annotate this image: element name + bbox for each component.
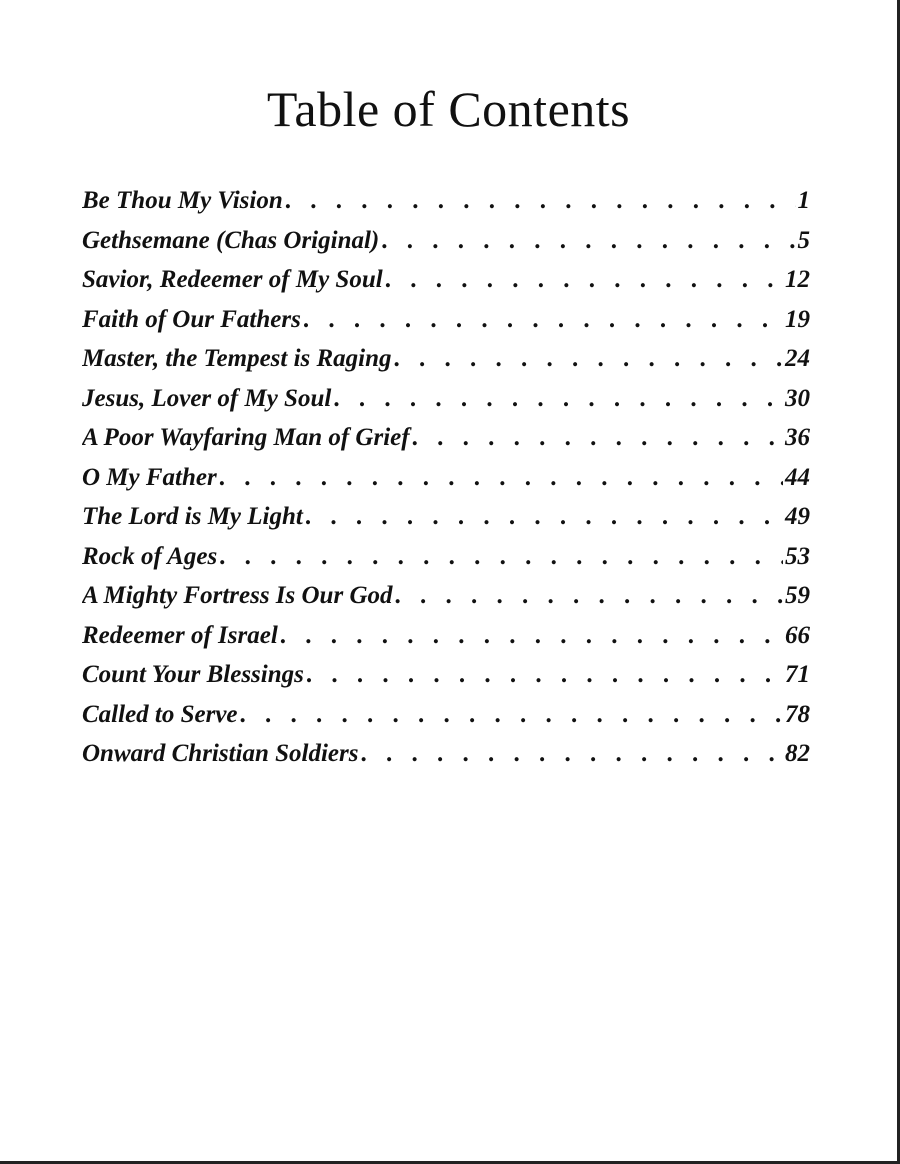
dot-leader <box>394 339 783 379</box>
toc-entry-title: Rock of Ages <box>82 542 218 570</box>
toc-list <box>82 181 810 774</box>
toc-entry-page: 24 <box>785 345 810 372</box>
toc-entry-title: A Poor Wayfaring Man of Grief <box>82 424 410 451</box>
dot-leader <box>303 300 783 340</box>
toc-entry-page: 5 <box>797 226 810 254</box>
dot-leader <box>219 537 783 577</box>
dot-leader <box>381 221 795 261</box>
toc-entry-page: 44 <box>785 463 810 491</box>
toc-entry-page: 71 <box>785 661 810 688</box>
dot-leader <box>306 655 783 695</box>
dot-leader <box>219 458 783 498</box>
toc-entry <box>82 655 810 695</box>
toc-entry-page: 1 <box>797 187 810 214</box>
toc-entry-page: 66 <box>785 621 810 649</box>
dot-leader <box>361 734 784 774</box>
toc-entry-title: A Mighty Fortress Is Our God <box>82 582 393 609</box>
toc-entry-title: Be Thou My Vision <box>82 187 283 214</box>
toc-entry-page: 36 <box>785 424 810 451</box>
dot-leader <box>285 181 796 221</box>
toc-entry <box>82 181 810 221</box>
toc-entry <box>82 537 810 577</box>
toc-entry-title: Onward Christian Soldiers <box>82 740 359 767</box>
toc-entry-page: 19 <box>785 305 810 333</box>
dot-leader <box>333 379 783 419</box>
toc-entry-title: Jesus, Lover of My Soul <box>82 384 332 412</box>
toc-entry-page: 82 <box>785 740 810 767</box>
toc-entry <box>82 418 810 458</box>
toc-entry-title: Count Your Blessings <box>82 661 304 688</box>
dot-leader <box>280 616 783 656</box>
toc-entry-title: Master, the Tempest is Raging <box>82 345 392 372</box>
dot-leader <box>305 497 783 537</box>
toc-entry-title: Gethsemane (Chas Original) <box>82 226 380 254</box>
toc-entry <box>82 576 810 616</box>
toc-entry <box>82 300 810 340</box>
dot-leader <box>395 576 784 616</box>
toc-entry <box>82 734 810 774</box>
dot-leader <box>412 418 783 458</box>
dot-leader <box>385 260 783 300</box>
toc-entry-page: 53 <box>785 542 810 570</box>
toc-entry <box>82 260 810 300</box>
toc-entry <box>82 221 810 261</box>
toc-entry <box>82 616 810 656</box>
toc-entry <box>82 497 810 537</box>
toc-entry-title: The Lord is My Light <box>82 503 303 530</box>
toc-entry-title: Faith of Our Fathers <box>82 305 301 333</box>
toc-entry-title: O My Father <box>82 463 217 491</box>
toc-entry <box>82 695 810 735</box>
toc-entry-title: Called to Serve <box>82 700 238 728</box>
toc-entry <box>82 379 810 419</box>
toc-entry-title: Redeemer of Israel <box>82 621 278 649</box>
toc-entry-page: 12 <box>785 266 810 293</box>
toc-entry <box>82 339 810 379</box>
toc-entry <box>82 458 810 498</box>
toc-entry-page: 78 <box>785 700 810 728</box>
toc-entry-page: 30 <box>785 384 810 412</box>
toc-entry-page: 49 <box>785 503 810 530</box>
toc-entry-page: 59 <box>785 582 810 609</box>
dot-leader <box>240 695 783 735</box>
page-title: Table of Contents <box>266 81 631 137</box>
toc-entry-title: Savior, Redeemer of My Soul <box>82 266 383 293</box>
